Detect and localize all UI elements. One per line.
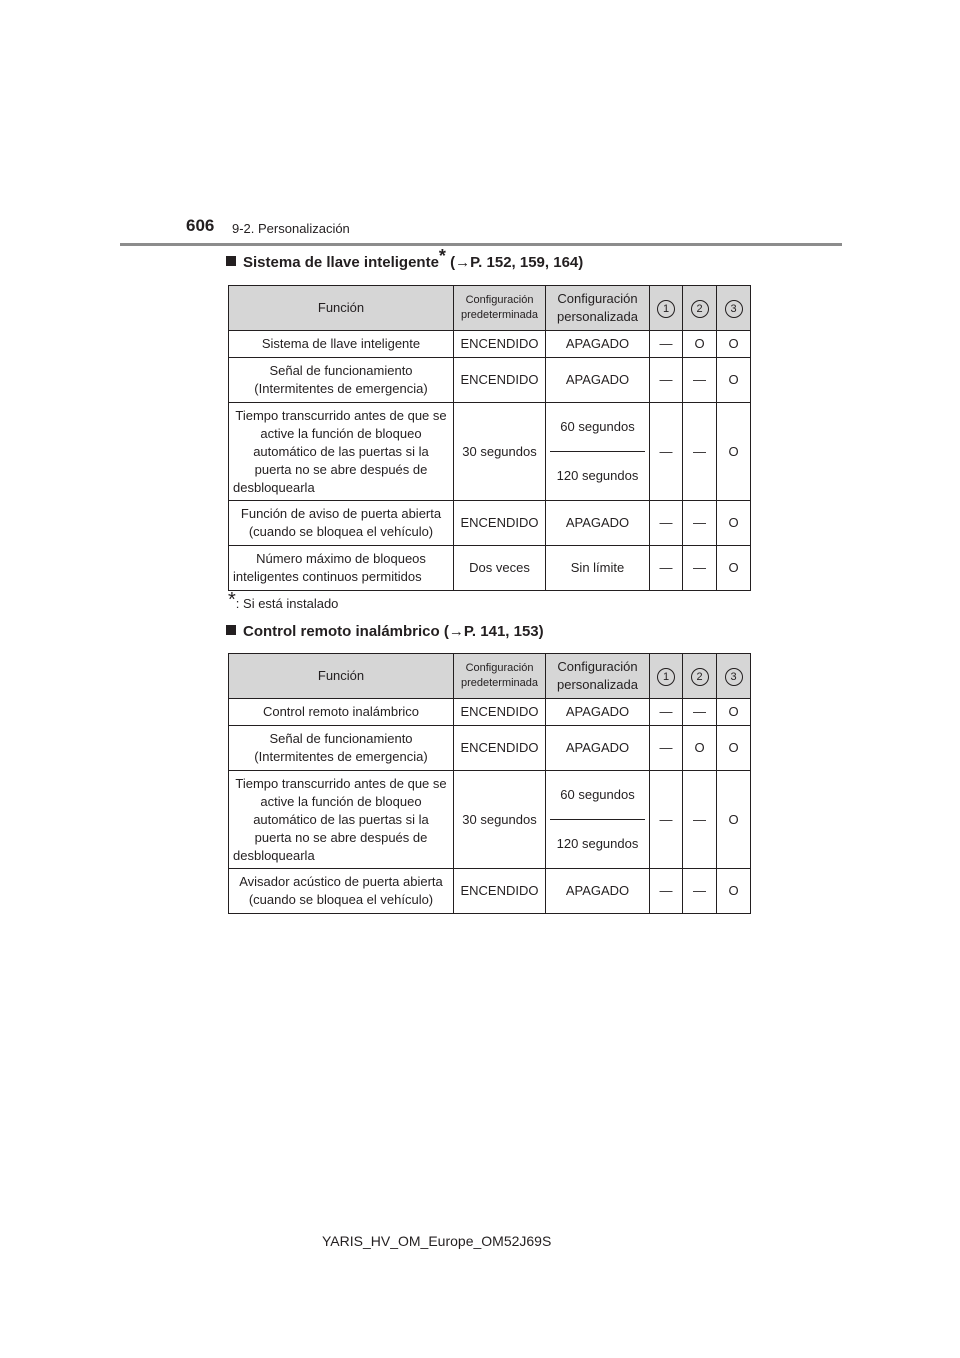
function-cell: Sistema de llave inteligente xyxy=(229,331,454,358)
mode-3-cell: O xyxy=(717,403,751,501)
mode-3-cell: O xyxy=(717,546,751,591)
custom-cell: APAGADO xyxy=(546,331,650,358)
section-title-text: Control remoto inalámbrico xyxy=(243,623,440,640)
function-cell: Función de aviso de puerta abierta (cuando se bloquea el vehículo) xyxy=(229,501,454,546)
column-header-custom: Configuración personalizada xyxy=(546,654,650,699)
mode-2-cell: — xyxy=(683,699,717,726)
mode-3-cell: O xyxy=(717,726,751,771)
asterisk-mark: * xyxy=(228,589,236,611)
mode-2-cell: — xyxy=(683,546,717,591)
page-reference: P. 152, 159, 164) xyxy=(470,254,584,271)
mode-3-cell: O xyxy=(717,869,751,914)
ref-open: ( xyxy=(443,623,449,640)
default-cell: ENCENDIDO xyxy=(454,699,546,726)
table-row xyxy=(229,546,751,591)
circled-2-icon: 2 xyxy=(691,300,709,318)
custom-option-b: 120 segundos xyxy=(556,836,639,851)
mode-3-cell: O xyxy=(717,771,751,869)
table-row xyxy=(229,331,751,358)
mode-1-cell: — xyxy=(650,501,683,546)
default-cell: ENCENDIDO xyxy=(454,501,546,546)
column-header-mode-2 xyxy=(683,654,717,699)
section-title-smart-key xyxy=(226,246,584,271)
page-number: 606 xyxy=(186,216,215,235)
table-row xyxy=(229,771,751,869)
section-title-text: Sistema de llave inteligente xyxy=(243,254,439,271)
table-row xyxy=(229,501,751,546)
mode-1-cell: — xyxy=(650,403,683,501)
table-header-row xyxy=(229,286,751,331)
column-header-mode-1 xyxy=(650,286,683,331)
column-header-custom: Configuración personalizada xyxy=(546,286,650,331)
column-header-mode-3 xyxy=(717,286,751,331)
default-cell: 30 segundos xyxy=(454,403,546,501)
table-row xyxy=(229,403,751,501)
circled-3-icon: 3 xyxy=(725,668,743,686)
custom-cell: APAGADO xyxy=(546,869,650,914)
square-bullet-icon xyxy=(226,256,236,266)
document-code: YARIS_HV_OM_Europe_OM52J69S xyxy=(322,1233,552,1249)
mode-1-cell: — xyxy=(650,869,683,914)
mode-2-cell: — xyxy=(683,771,717,869)
mode-2-cell: — xyxy=(683,501,717,546)
mode-1-cell: — xyxy=(650,699,683,726)
column-header-default: Configuración predeterminada xyxy=(454,654,546,699)
page-reference: P. 141, 153) xyxy=(463,623,544,640)
default-cell: Dos veces xyxy=(454,546,546,591)
column-header-function: Función xyxy=(229,654,454,699)
function-cell: Avisador acústico de puerta abierta (cuando se bloquea el vehículo) xyxy=(229,869,454,914)
custom-option-a: 60 segundos xyxy=(550,771,645,820)
arrow-icon: → xyxy=(448,623,464,640)
default-cell: ENCENDIDO xyxy=(454,869,546,914)
function-cell: Señal de funcionamiento (Intermitentes de emergencia) xyxy=(229,358,454,403)
column-header-mode-1 xyxy=(650,654,683,699)
function-cell: Tiempo transcurrido antes de que se active la función de bloqueo automático de las puertas si la puerta no se abre después de desbloquearla xyxy=(229,403,454,501)
mode-1-cell: — xyxy=(650,771,683,869)
custom-cell: APAGADO xyxy=(546,358,650,403)
mode-1-cell: — xyxy=(650,546,683,591)
table-row xyxy=(229,869,751,914)
custom-cell: APAGADO xyxy=(546,699,650,726)
mode-2-cell: O xyxy=(683,726,717,771)
table-header-row xyxy=(229,654,751,699)
custom-cell: Sin límite xyxy=(546,546,650,591)
mode-2-cell: O xyxy=(683,331,717,358)
custom-cell-split xyxy=(546,403,650,501)
square-bullet-icon xyxy=(226,625,236,635)
table-row xyxy=(229,726,751,771)
default-cell: ENCENDIDO xyxy=(454,726,546,771)
default-cell: ENCENDIDO xyxy=(454,358,546,403)
mode-3-cell: O xyxy=(717,699,751,726)
section-path: 9-2. Personalización xyxy=(232,221,350,236)
custom-option-b: 120 segundos xyxy=(556,468,639,483)
mode-2-cell: — xyxy=(683,403,717,501)
mode-2-cell: — xyxy=(683,869,717,914)
column-header-default: Configuración predeterminada xyxy=(454,286,546,331)
circled-3-icon: 3 xyxy=(725,300,743,318)
custom-cell: APAGADO xyxy=(546,726,650,771)
mode-3-cell: O xyxy=(717,501,751,546)
default-cell: ENCENDIDO xyxy=(454,331,546,358)
section-title-remote xyxy=(226,623,544,640)
table-row xyxy=(229,358,751,403)
circled-2-icon: 2 xyxy=(691,668,709,686)
mode-3-cell: O xyxy=(717,358,751,403)
function-cell: Número máximo de bloqueos inteligentes continuos permitidos xyxy=(229,546,454,591)
remote-settings-table xyxy=(228,653,751,914)
asterisk-mark: * xyxy=(438,246,446,266)
circled-1-icon: 1 xyxy=(657,300,675,318)
mode-1-cell: — xyxy=(650,726,683,771)
mode-1-cell: — xyxy=(650,358,683,403)
smart-key-settings-table xyxy=(228,285,751,591)
custom-cell-split xyxy=(546,771,650,869)
mode-3-cell: O xyxy=(717,331,751,358)
table-row xyxy=(229,699,751,726)
header-rule xyxy=(120,243,842,246)
custom-cell: APAGADO xyxy=(546,501,650,546)
circled-1-icon: 1 xyxy=(657,668,675,686)
ref-open: ( xyxy=(450,254,456,271)
mode-1-cell: — xyxy=(650,331,683,358)
footnote xyxy=(228,589,339,611)
custom-option-a: 60 segundos xyxy=(550,403,645,452)
function-cell: Tiempo transcurrido antes de que se active la función de bloqueo automático de las puertas si la puerta no se abre después de desbloquearla xyxy=(229,771,454,869)
function-cell: Control remoto inalámbrico xyxy=(229,699,454,726)
column-header-mode-3 xyxy=(717,654,751,699)
column-header-mode-2 xyxy=(683,286,717,331)
mode-2-cell: — xyxy=(683,358,717,403)
footnote-text: : Si está instalado xyxy=(235,596,339,611)
arrow-icon: → xyxy=(455,254,471,271)
function-cell: Señal de funcionamiento (Intermitentes de emergencia) xyxy=(229,726,454,771)
default-cell: 30 segundos xyxy=(454,771,546,869)
column-header-function: Función xyxy=(229,286,454,331)
